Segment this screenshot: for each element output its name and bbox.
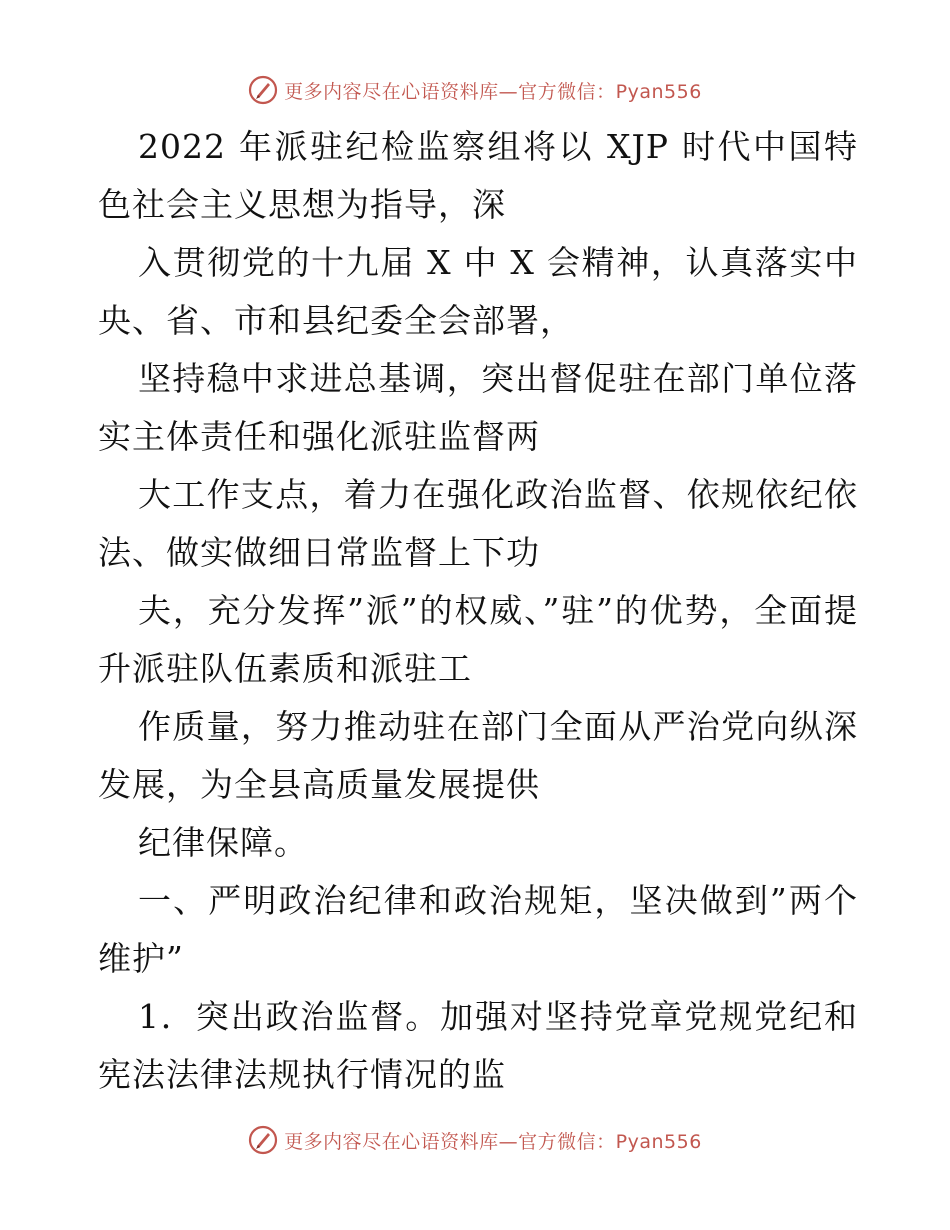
quill-pen-badge-icon <box>248 1125 278 1155</box>
paragraph: 夫，充分发挥”派”的权威、”驻”的优势，全面提升派驻队伍素质和派驻工 <box>98 591 858 688</box>
paragraph: 坚持稳中求进总基调，突出督促驻在部门单位落实主体责任和强化派驻监督两 <box>98 359 858 456</box>
paragraph: 入贯彻党的十九届 X 中 X 会精神，认真落实中央、省、市和县纪委全会部署， <box>98 243 858 340</box>
watermark-footer <box>0 1120 950 1160</box>
paragraph: 纪律保障。 <box>138 823 308 862</box>
document-body <box>98 118 858 1104</box>
paragraph: 大工作支点，着力在强化政治监督、依规依纪依法、做实做细日常监督上下功 <box>98 475 858 572</box>
watermark-text: 更多内容尽在心语资料库—官方微信：Pyan556 <box>284 1130 702 1153</box>
section-heading: 一、严明政治纪律和政治规矩，坚决做到”两个维护” <box>98 881 858 978</box>
watermark-text: 更多内容尽在心语资料库—官方微信：Pyan556 <box>284 80 702 103</box>
paragraph: 作质量，努力推动驻在部门全面从严治党向纵深发展，为全县高质量发展提供 <box>98 707 858 804</box>
quill-pen-badge-icon <box>248 75 278 105</box>
paragraph: 1．突出政治监督。加强对坚持党章党规党纪和宪法法律法规执行情况的监 <box>98 997 858 1094</box>
paragraph: 2022 年派驻纪检监察组将以 XJP 时代中国特色社会主义思想为指导，深 <box>98 127 858 224</box>
watermark-header <box>0 70 950 110</box>
